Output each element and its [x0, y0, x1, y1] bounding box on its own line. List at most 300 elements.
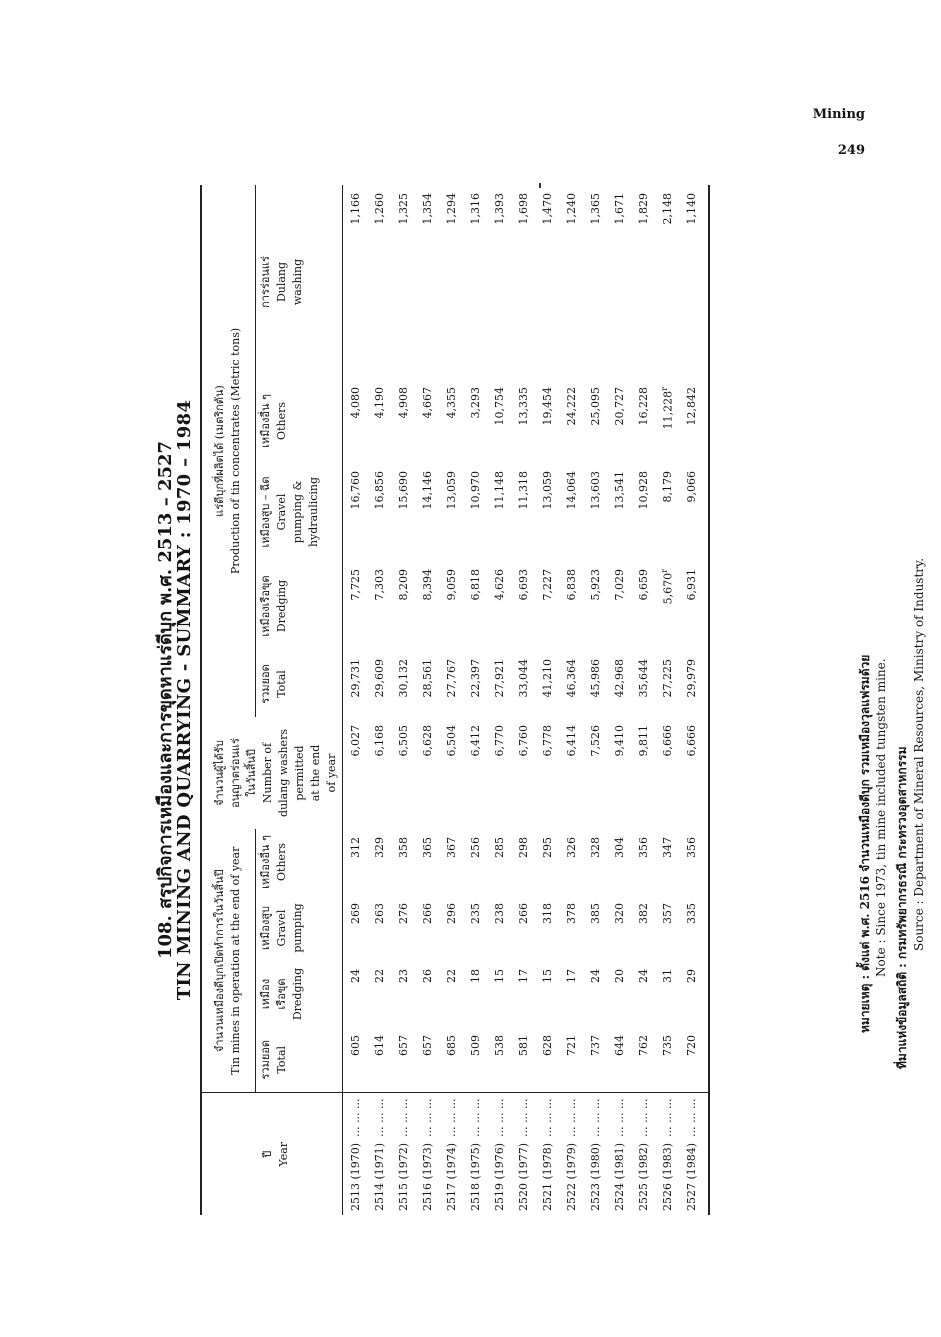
mines-total-value: 538 [492, 1035, 506, 1056]
prod-total-value: 29,731 [348, 658, 362, 698]
prod-dulang-cell [439, 185, 463, 379]
mines-dredging-value: 24 [636, 969, 650, 983]
prod-gravel-cell [559, 463, 583, 561]
mines-total-cell [463, 1027, 487, 1093]
prod-others-value: 13,335 [516, 386, 530, 426]
prod-dredging-header [256, 561, 331, 651]
washers-cell [535, 717, 559, 829]
mines-total-value: 657 [420, 1035, 434, 1056]
mines-gravel-value: 318 [540, 903, 554, 924]
mines-gravel-value: 378 [564, 903, 578, 924]
mines-dredging-value: 15 [540, 969, 554, 983]
prod-others-thai: เหมืองอื่น ๆ [259, 394, 272, 448]
mines-total-cell [655, 1027, 679, 1093]
table-title-english: TIN MINING AND QUARRYING - SUMMARY : 1970 – 1984 [174, 399, 195, 1001]
leader-dots: ... ... ... [492, 1098, 506, 1137]
prod-gravel-value: 9,066 [684, 470, 698, 503]
year-label: 2523 (1980) [588, 1142, 602, 1211]
mines-gravel-header [256, 895, 331, 961]
mines-gravel-value: 238 [492, 903, 506, 924]
mines-gravel-thai: เหมืองสูบ [259, 906, 272, 950]
prod-others-cell [607, 379, 631, 463]
prod-gravel-cell [655, 463, 679, 561]
mines-others-cell [559, 829, 583, 895]
mines-gravel-cell [343, 895, 368, 961]
prod-others-cell [343, 379, 368, 463]
mines-dredging-value: 23 [396, 969, 410, 983]
table-body [343, 185, 710, 1215]
year-label: 2517 (1974) [444, 1142, 458, 1211]
leader-dots: ... ... ... [564, 1098, 578, 1137]
mines-dredging-cell [391, 961, 415, 1027]
prod-total-value: 46,364 [564, 658, 578, 698]
table-row [391, 185, 415, 1215]
mines-dredging-cell [367, 961, 391, 1027]
prod-gravel-value: 11,318 [516, 470, 530, 510]
mines-others-thai: เหมืองอื่น ๆ [259, 835, 272, 889]
prod-dulang-value: 1,325 [396, 193, 410, 225]
mines-total-value: 720 [684, 1035, 698, 1056]
prod-dredging-value: 7,725 [348, 568, 362, 601]
prod-dulang-cell [463, 185, 487, 379]
washers-english-1: Number of [261, 742, 274, 804]
prod-others-value: 20,727 [612, 386, 626, 426]
prod-dulang-english-1: Dulang [275, 261, 288, 303]
mines-gravel-cell [463, 895, 487, 961]
prod-gravel-english-1: Gravel [275, 493, 288, 531]
prod-total-cell [607, 651, 631, 717]
prod-others-value: 12,842 [684, 386, 698, 426]
production-group-english: Production of tin concentrates (Metric tons) [229, 327, 242, 575]
prod-dredging-value: 6,838 [564, 568, 578, 601]
prod-total-value: 35,644 [636, 658, 650, 698]
mines-others-value: 365 [420, 836, 434, 858]
washers-cell [655, 717, 679, 829]
prod-others-value: 10,754 [492, 386, 506, 426]
prod-total-value: 42,968 [612, 658, 626, 698]
prod-others-cell [487, 379, 511, 463]
washers-value: 6,505 [396, 724, 410, 757]
mines-others-cell [487, 829, 511, 895]
prod-total-value: 30,132 [396, 658, 410, 698]
mines-gravel-cell [367, 895, 391, 961]
prod-dredging-cell [583, 561, 607, 651]
prod-dulang-cell [535, 185, 559, 379]
prod-total-cell [535, 651, 559, 717]
year-cell [439, 1093, 463, 1215]
year-label: 2519 (1976) [492, 1142, 506, 1211]
mines-gravel-cell [415, 895, 439, 961]
prod-dredging-cell [511, 561, 535, 651]
prod-total-value: 27,767 [444, 658, 458, 698]
mines-others-value: 285 [492, 836, 506, 858]
year-cell [391, 1093, 415, 1215]
washers-value: 6,504 [444, 724, 458, 757]
running-title: Mining [812, 107, 865, 122]
prod-others-cell [439, 379, 463, 463]
washers-cell [559, 717, 583, 829]
table-row [487, 185, 511, 1215]
prod-gravel-cell [679, 463, 709, 561]
year-cell [343, 1093, 368, 1215]
prod-others-value: 4,190 [372, 386, 386, 419]
mines-gravel-value: 276 [396, 903, 410, 924]
revised-mark: r [659, 386, 669, 391]
prod-dulang-cell [367, 185, 391, 379]
prod-dredging-thai: เหมืองเรือขุด [259, 575, 272, 637]
prod-total-cell [631, 651, 655, 717]
mines-gravel-cell [607, 895, 631, 961]
prod-dulang-cell [343, 185, 368, 379]
mines-dredging-thai-2: เรือขุด [275, 978, 288, 1010]
mines-group-thai: จำนวนเหมืองดีบุกเปิดทำการในวันสิ้นปี [213, 869, 226, 1053]
table-row [655, 185, 679, 1215]
mines-dredging-value: 31 [660, 969, 674, 983]
prod-gravel-cell [415, 463, 439, 561]
rotated-table-page [150, 185, 926, 1215]
mines-gravel-value: 266 [420, 903, 434, 924]
mines-total-cell [631, 1027, 655, 1093]
mines-gravel-english-1: Gravel [275, 909, 288, 947]
mines-dredging-value: 18 [468, 969, 482, 983]
washers-value: 6,760 [516, 724, 530, 757]
prod-total-header [256, 651, 331, 717]
prod-dulang-cell [607, 185, 631, 379]
leader-dots: ... ... ... [396, 1098, 410, 1137]
mines-total-value: 644 [612, 1035, 626, 1056]
prod-dredging-cell [559, 561, 583, 651]
mines-dredging-cell [583, 961, 607, 1027]
mines-dredging-cell [607, 961, 631, 1027]
mines-total-cell [391, 1027, 415, 1093]
washers-thai-2: อนุญาตร่อนแร่ [229, 738, 242, 808]
washers-thai-1: จำนวนผู้ได้รับ [213, 740, 226, 806]
mines-gravel-value: 335 [684, 903, 698, 924]
mines-group-header [201, 829, 256, 1093]
prod-total-cell [487, 651, 511, 717]
year-label: 2525 (1982) [636, 1142, 650, 1211]
prod-dulang-cell [415, 185, 439, 379]
prod-dredging-cell [679, 561, 709, 651]
prod-dredging-value: 9,059 [444, 568, 458, 601]
table-row [511, 185, 535, 1215]
mines-gravel-english-2: pumping [291, 903, 304, 953]
year-label: 2522 (1979) [564, 1142, 578, 1211]
prod-others-cell [631, 379, 655, 463]
mines-gravel-value: 382 [636, 903, 650, 924]
washers-cell [415, 717, 439, 829]
mines-total-cell [367, 1027, 391, 1093]
prod-dulang-english-2: washing [291, 258, 304, 306]
mines-others-cell [391, 829, 415, 895]
mines-others-value: 329 [372, 836, 386, 858]
washers-cell [463, 717, 487, 829]
prod-dredging-value: 6,931 [684, 568, 698, 601]
washers-cell [607, 717, 631, 829]
mines-others-cell [679, 829, 709, 895]
mines-dredging-cell [559, 961, 583, 1027]
mines-others-cell [415, 829, 439, 895]
leader-dots: ... ... ... [660, 1098, 674, 1137]
mines-total-value: 509 [468, 1035, 482, 1056]
prod-dulang-header [256, 185, 331, 379]
mines-gravel-value: 320 [612, 903, 626, 924]
year-cell [415, 1093, 439, 1215]
prod-dulang-cell [583, 185, 607, 379]
prod-others-value: 4,080 [348, 386, 362, 419]
prod-gravel-value: 10,970 [468, 470, 482, 510]
prod-others-value: 3,293 [468, 386, 482, 419]
washers-header [201, 717, 343, 829]
prod-gravel-value: 13,603 [588, 470, 602, 510]
washers-cell [631, 717, 655, 829]
washers-cell [487, 717, 511, 829]
mines-total-value: 614 [372, 1035, 386, 1056]
prod-gravel-value: 14,064 [564, 470, 578, 510]
washers-value: 6,168 [372, 724, 386, 757]
prod-dredging-cell [367, 561, 391, 651]
summary-table [200, 185, 710, 1215]
prod-gravel-value: 14,146 [420, 470, 434, 510]
year-label: 2514 (1971) [372, 1142, 386, 1211]
mines-gravel-value: 235 [468, 903, 482, 924]
mines-total-cell [607, 1027, 631, 1093]
mines-others-value: 347 [660, 836, 674, 858]
washers-value: 9,410 [612, 724, 626, 757]
mines-others-cell [631, 829, 655, 895]
year-label: 2513 (1970) [348, 1142, 362, 1211]
prod-dredging-cell [463, 561, 487, 651]
prod-dredging-cell [535, 561, 559, 651]
washers-cell [367, 717, 391, 829]
mines-gravel-cell [535, 895, 559, 961]
mines-dredging-value: 22 [444, 969, 458, 983]
prod-dulang-cell [655, 185, 679, 379]
washers-value: 6,628 [420, 724, 434, 757]
mines-dredging-cell [463, 961, 487, 1027]
prod-dulang-value: 1,393 [492, 193, 506, 225]
mines-gravel-cell [559, 895, 583, 961]
prod-total-cell [367, 651, 391, 717]
prod-dulang-cell [631, 185, 655, 379]
washers-value: 9,811 [636, 724, 650, 757]
mines-others-value: 356 [684, 836, 698, 858]
mines-dredging-cell [343, 961, 368, 1027]
mines-gravel-cell [487, 895, 511, 961]
mines-total-value: 762 [636, 1035, 650, 1056]
prod-others-value: 19,454 [540, 386, 554, 426]
prod-gravel-cell [463, 463, 487, 561]
prod-total-cell [583, 651, 607, 717]
mines-dredging-cell [439, 961, 463, 1027]
prod-dredging-value: 5,670 [661, 572, 675, 605]
mines-total-value: 628 [540, 1035, 554, 1056]
prod-gravel-header [256, 463, 331, 561]
prod-total-english: Total [275, 670, 288, 698]
prod-gravel-value: 11,148 [492, 470, 506, 510]
year-cell [559, 1093, 583, 1215]
washers-value: 7,526 [588, 724, 602, 757]
prod-total-value: 29,979 [684, 658, 698, 698]
washers-cell [679, 717, 709, 829]
table-row [439, 185, 463, 1215]
mines-dredging-thai-1: เหมือง [259, 978, 272, 1010]
year-header-thai: ปี [261, 1150, 274, 1158]
prod-dredging-cell [487, 561, 511, 651]
mines-dredging-english: Dredging [291, 967, 304, 1021]
year-cell [655, 1093, 679, 1215]
mines-others-cell [367, 829, 391, 895]
production-group-header [201, 185, 256, 717]
prod-dulang-value: 1,365 [588, 193, 602, 225]
year-label: 2527 (1984) [684, 1142, 698, 1211]
prod-total-value: 22,397 [468, 658, 482, 698]
year-cell [583, 1093, 607, 1215]
prod-others-cell [559, 379, 583, 463]
mines-others-cell [535, 829, 559, 895]
mines-total-cell [511, 1027, 535, 1093]
mines-gravel-value: 269 [348, 903, 362, 924]
washers-thai-3: ในวันสิ้นปี [245, 749, 258, 797]
mines-total-cell [559, 1027, 583, 1093]
year-label: 2520 (1977) [516, 1142, 530, 1211]
prod-dulang-cell [391, 185, 415, 379]
prod-others-value: 25,095 [588, 386, 602, 426]
mines-others-cell [583, 829, 607, 895]
mines-others-value: 312 [348, 836, 362, 858]
table-title-thai-text: สรุปกิจการเหมืองและการขุดหาแร่ดีบุก พ.ศ. 2513 – 2527 [155, 440, 176, 909]
mines-gravel-cell [631, 895, 655, 961]
mines-dredging-value: 29 [684, 969, 698, 983]
mines-gravel-cell [583, 895, 607, 961]
prod-dredging-cell [439, 561, 463, 651]
washers-value: 6,770 [492, 724, 506, 757]
prod-dulang-cell [511, 185, 535, 379]
mines-others-value: 295 [540, 836, 554, 858]
page-number: 249 [837, 143, 865, 158]
source-thai: ที่มาแห่งข้อมูลสถิติ : กรมทรัพยากรธรณี กระทรวงอุตสาหกรรม [895, 746, 909, 1069]
prod-gravel-value: 16,760 [348, 470, 362, 510]
leader-dots: ... ... ... [540, 1098, 554, 1137]
year-cell [607, 1093, 631, 1215]
leader-dots: ... ... ... [372, 1098, 386, 1137]
mines-others-value: 367 [444, 836, 458, 858]
prod-gravel-cell [583, 463, 607, 561]
mines-dredging-cell [511, 961, 535, 1027]
prod-gravel-value: 8,179 [660, 470, 674, 503]
mines-gravel-value: 385 [588, 903, 602, 924]
mines-others-cell [511, 829, 535, 895]
year-label: 2521 (1978) [540, 1142, 554, 1211]
prod-dulang-value: 2,148 [660, 193, 674, 225]
prod-gravel-cell [391, 463, 415, 561]
prod-total-cell [559, 651, 583, 717]
leader-dots: ... ... ... [684, 1098, 698, 1137]
leader-dots: ... ... ... [468, 1098, 482, 1137]
scan-speck [539, 183, 541, 188]
year-cell [463, 1093, 487, 1215]
note-thai: หมายเหตุ : ตั้งแต่ พ.ศ. 2516 จำนวนเหมืองดีบุก รวมเหมืองวุลแฟรมด้วย [858, 654, 872, 1033]
mines-dredging-value: 24 [348, 969, 362, 983]
mines-total-value: 605 [348, 1035, 362, 1056]
prod-gravel-value: 15,690 [396, 470, 410, 510]
mines-total-value: 581 [516, 1035, 530, 1056]
washers-english-2: dulang washers [277, 729, 290, 817]
mines-gravel-cell [439, 895, 463, 961]
prod-total-value: 28,561 [420, 658, 434, 698]
prod-others-header [256, 379, 331, 463]
leader-dots: ... ... ... [636, 1098, 650, 1137]
prod-gravel-cell [607, 463, 631, 561]
mines-total-value: 721 [564, 1035, 578, 1056]
mines-gravel-value: 263 [372, 903, 386, 924]
mines-total-value: 737 [588, 1035, 602, 1056]
source-english: Source : Department of Mineral Resources, Ministry of Industry. [912, 557, 926, 951]
table-row [343, 185, 368, 1215]
prod-dredging-value: 6,659 [636, 568, 650, 601]
prod-gravel-cell [487, 463, 511, 561]
table-row [583, 185, 607, 1215]
mines-gravel-value: 357 [660, 903, 674, 924]
washers-value: 6,666 [660, 724, 674, 757]
washers-value: 6,412 [468, 724, 482, 757]
prod-total-cell [463, 651, 487, 717]
prod-gravel-cell [343, 463, 368, 561]
prod-gravel-value: 13,059 [540, 470, 554, 510]
prod-gravel-value: 13,541 [612, 470, 626, 510]
washers-value: 6,778 [540, 724, 554, 757]
prod-gravel-thai: เหมืองสูบ – ฉีด [259, 476, 272, 548]
prod-gravel-english-3: hydraulicing [307, 476, 320, 548]
mines-others-cell [463, 829, 487, 895]
prod-total-value: 27,921 [492, 658, 506, 698]
mines-total-cell [415, 1027, 439, 1093]
mines-dredging-cell [631, 961, 655, 1027]
washers-english-5: of year [325, 753, 338, 793]
leader-dots: ... ... ... [612, 1098, 626, 1137]
prod-dulang-value: 1,294 [444, 193, 458, 225]
prod-gravel-cell [535, 463, 559, 561]
leader-dots: ... ... ... [444, 1098, 458, 1137]
year-label: 2515 (1972) [396, 1142, 410, 1211]
prod-gravel-cell [631, 463, 655, 561]
year-cell [487, 1093, 511, 1215]
washers-value: 6,414 [564, 724, 578, 757]
mines-dredging-value: 22 [372, 969, 386, 983]
year-header-english: Year [277, 1141, 290, 1167]
prod-dulang-value: 1,698 [516, 193, 530, 225]
prod-dulang-value: 1,166 [348, 193, 362, 225]
prod-dredging-english: Dredging [275, 579, 288, 633]
washers-cell [583, 717, 607, 829]
prod-dredging-cell [607, 561, 631, 651]
prod-total-cell [511, 651, 535, 717]
prod-others-value: 24,222 [564, 386, 578, 426]
prod-dulang-value: 1,470 [540, 193, 554, 225]
prod-others-cell [583, 379, 607, 463]
year-cell [679, 1093, 709, 1215]
prod-others-cell [367, 379, 391, 463]
mines-others-cell [655, 829, 679, 895]
prod-gravel-value: 10,928 [636, 470, 650, 510]
prod-total-cell [655, 651, 679, 717]
mines-total-value: 657 [396, 1035, 410, 1056]
prod-total-cell [391, 651, 415, 717]
table-row [415, 185, 439, 1215]
table-row [559, 185, 583, 1215]
prod-dulang-value: 1,671 [612, 193, 626, 225]
year-cell [535, 1093, 559, 1215]
